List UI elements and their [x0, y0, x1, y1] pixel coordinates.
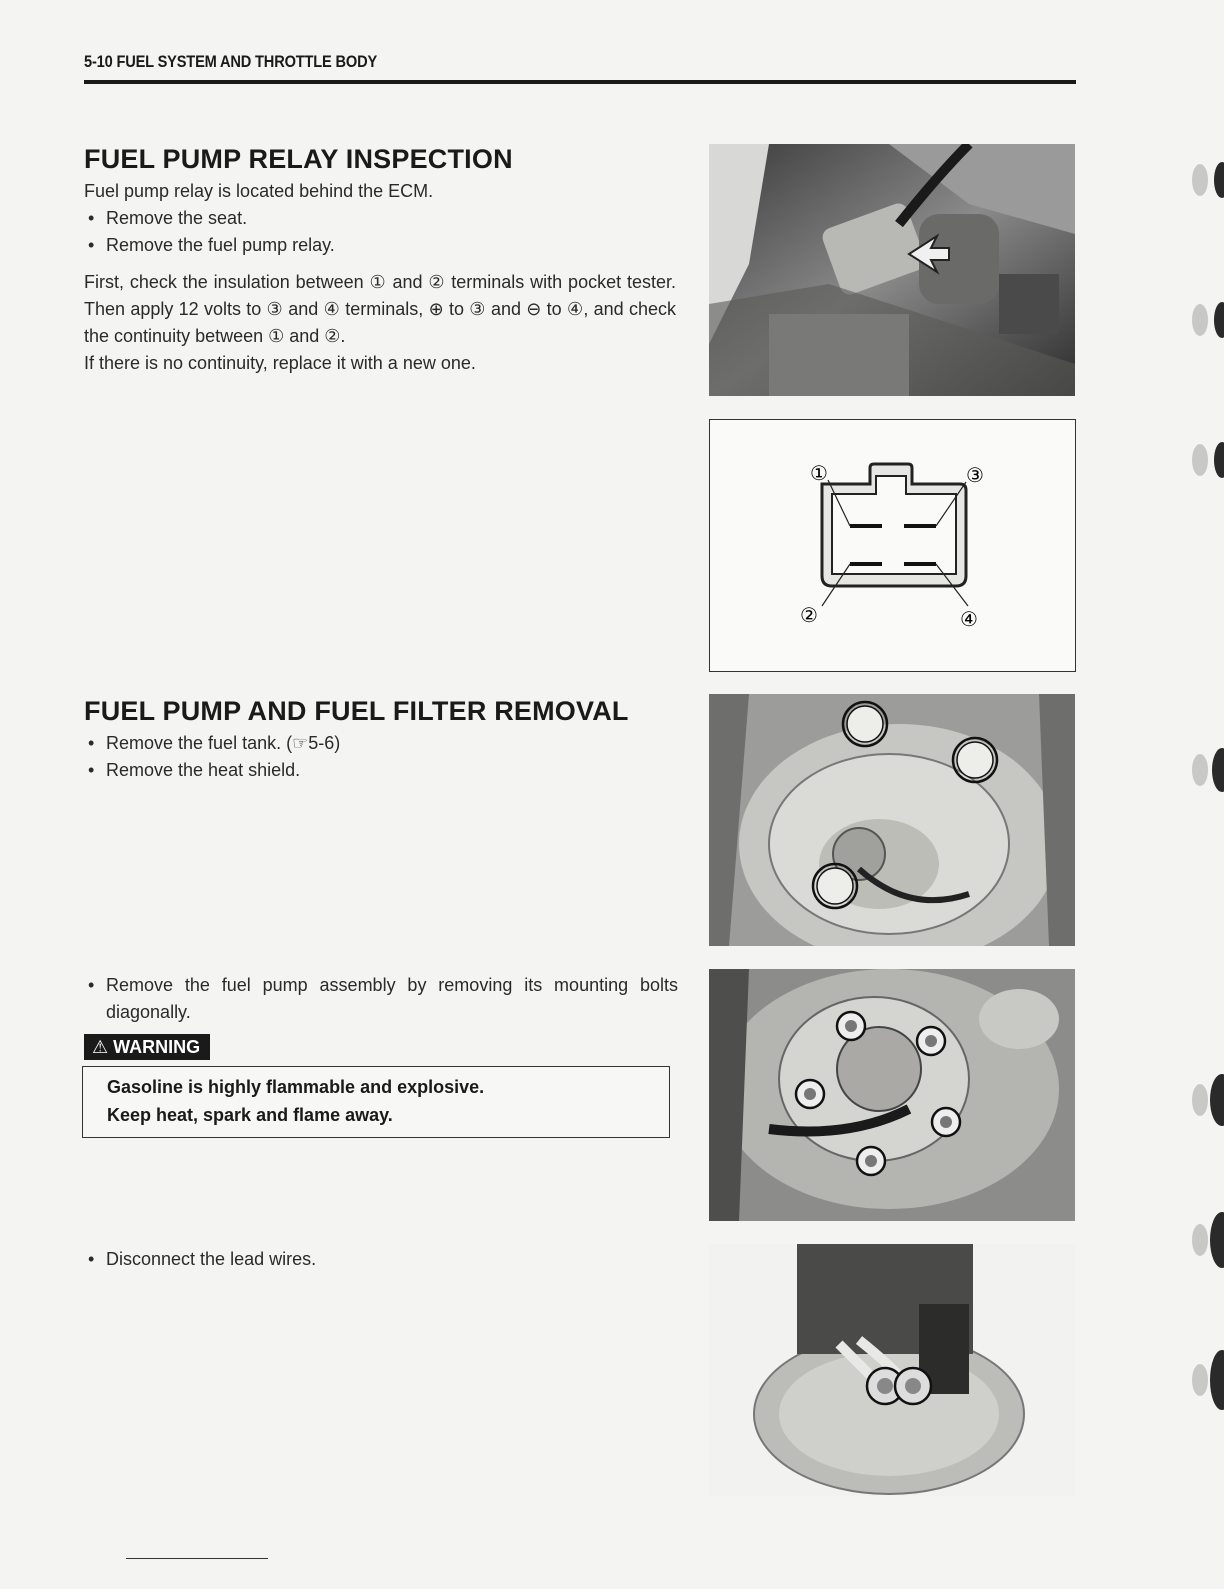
removal-bullets: [84, 730, 684, 784]
terminal-1-label: ①: [810, 461, 828, 485]
lead-wires-photo: [709, 1244, 1075, 1496]
relay-terminal-diagram: [709, 419, 1076, 672]
list-item: • Remove the heat shield.: [84, 757, 684, 784]
warning-line: Gasoline is highly flammable and explosive.: [107, 1077, 485, 1097]
terminal-3-label: ③: [966, 463, 984, 487]
list-item: • Remove the fuel pump relay.: [84, 232, 684, 259]
relay-location-photo: [709, 144, 1075, 396]
footer-rule: [126, 1558, 268, 1559]
binding-edge: [1184, 0, 1224, 1584]
page-header: [84, 50, 1076, 84]
section-title-removal: FUEL PUMP AND FUEL FILTER REMOVAL: [84, 696, 629, 726]
section-title-relay: FUEL PUMP RELAY INSPECTION: [84, 144, 513, 174]
terminal-2-label: ②: [800, 603, 818, 627]
list-item: • Disconnect the lead wires.: [84, 1246, 684, 1273]
warning-badge: ⚠ WARNING: [84, 1034, 210, 1060]
warning-line: Keep heat, spark and flame away.: [107, 1105, 393, 1125]
warning-box: [82, 1066, 670, 1138]
relay-note: If there is no continuity, replace it with a new one.: [84, 353, 476, 373]
relay-bullets: [84, 205, 684, 259]
mounting-bolts-photo: [709, 969, 1075, 1221]
terminal-4-label: ④: [960, 607, 978, 631]
header-text: 5-10 FUEL SYSTEM AND THROTTLE BODY: [84, 52, 378, 71]
removal-section: [84, 696, 684, 784]
relay-intro: Fuel pump relay is located behind the ECM.: [84, 181, 434, 201]
list-item: • Remove the fuel tank. (☞5-6): [84, 730, 684, 757]
list-item: • Remove the fuel pump assembly by removing its mounting bolts diagonally.: [84, 972, 678, 1026]
relay-paragraph: First, check the insulation between ① and ② terminals with pocket tester. Then apply 12 volts to ③ and ④ terminals, ⊕ to ③ and ⊖ to ④, and check the continuity between ① and ②.: [84, 272, 676, 346]
bolts-step: [84, 972, 678, 1026]
heat-shield-photo: [709, 694, 1075, 946]
list-item: • Remove the seat.: [84, 205, 684, 232]
relay-section: [84, 144, 684, 377]
wires-step: [84, 1246, 684, 1273]
